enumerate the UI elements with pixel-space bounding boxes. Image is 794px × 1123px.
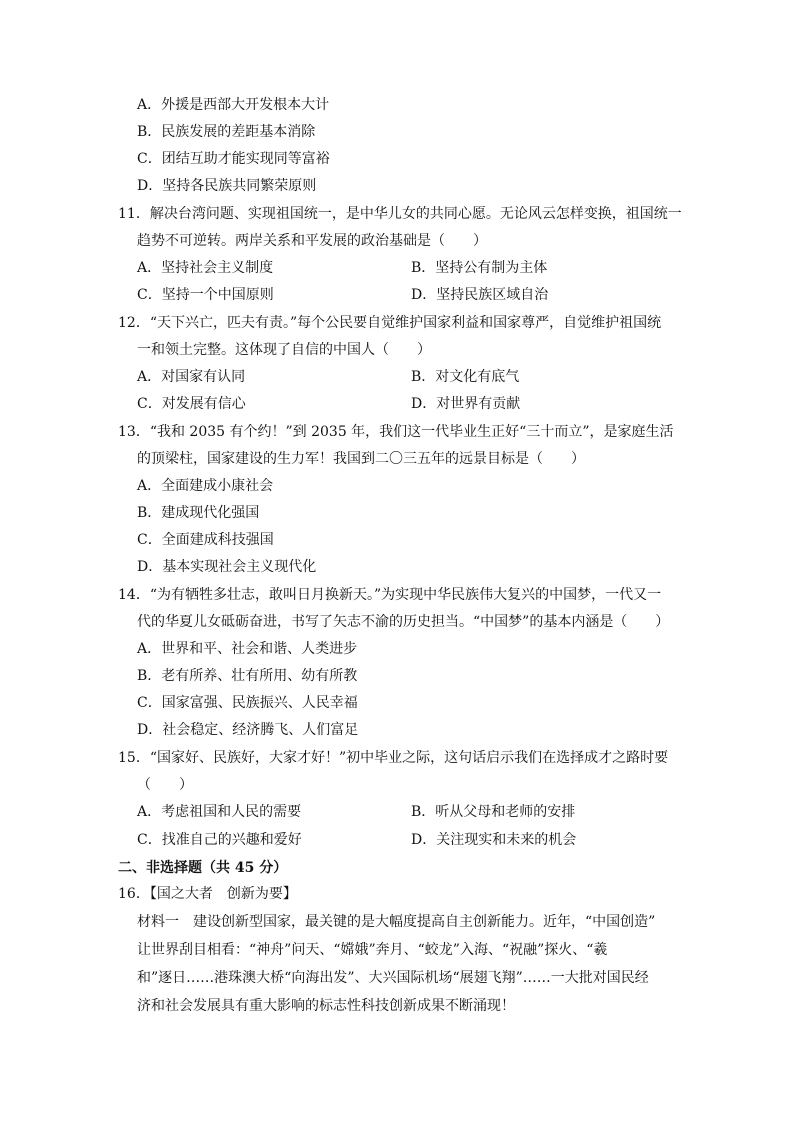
q15-option-d: D．关注现实和未来的机会 [411, 832, 577, 848]
q11-option-d: D．坚持民族区域自治 [411, 287, 549, 303]
q13-stem-line-1: 13．“我和 2035 有个约！”到 2035 年，我们这一代毕业生正好“三十而立”，是家庭生活 [118, 424, 674, 440]
q13-option-b: B．建成现代化强国 [137, 505, 260, 521]
q11-stem-line-2: 趋势不可逆转。两岸关系和平发展的政治基础是（ ） [137, 233, 487, 249]
q10-option-b: B．民族发展的差距基本消除 [137, 124, 316, 140]
q10-option-d: D．坚持各民族共同繁荣原则 [137, 178, 317, 194]
q15-stem-line-2: （ ） [137, 777, 193, 793]
q15-option-a: A．考虑祖国和人民的需要 [137, 804, 302, 820]
q14-option-a: A．世界和平、社会和谐、人类进步 [137, 641, 358, 657]
q15-stem-line-1: 15．“国家好、民族好，大家才好！”初中毕业之际，这句话启示我们在选择成才之路时要 [118, 750, 669, 766]
q12-option-a: A．对国家有认同 [137, 369, 246, 385]
q12-stem-line-2: 一和领土完整。这体现了自信的中国人（ ） [137, 342, 431, 358]
q14-stem-line-2: 代的华夏儿女砥砺奋进，书写了矢志不渝的历史担当。“中国梦”的基本内涵是（ ） [137, 614, 670, 630]
q12-option-c: C．对发展有信心 [137, 396, 246, 412]
q13-option-d: D．基本实现社会主义现代化 [137, 559, 317, 575]
q10-option-c: C．团结互助才能实现同等富裕 [137, 151, 330, 167]
q11-stem-line-1: 11．解决台湾问题、实现祖国统一，是中华儿女的共同心愿。无论风云怎样变换，祖国统一 [118, 206, 682, 222]
q11-option-b: B．坚持公有制为主体 [411, 260, 548, 276]
q14-option-c: C．国家富强、民族振兴、人民幸福 [137, 695, 358, 711]
q16-material-line-4: 济和社会发展具有重大影响的标志性科技创新成果不断涌现！ [137, 998, 515, 1014]
q12-option-b: B．对文化有底气 [411, 369, 520, 385]
q13-option-a: A．全面建成小康社会 [137, 478, 274, 494]
q15-option-c: C．找准自己的兴趣和爱好 [137, 832, 302, 848]
q14-option-b: B．老有所养、壮有所用、幼有所教 [137, 668, 358, 684]
q13-option-c: C．全面建成科技强国 [137, 532, 274, 548]
q12-stem-line-1: 12．“天下兴亡，匹夫有责。”每个公民要自觉维护国家利益和国家尊严，自觉维护祖国统 [118, 315, 662, 331]
q14-stem-line-1: 14．“为有牺牲多壮志，敢叫日月换新天。”为实现中华民族伟大复兴的中国梦，一代又一 [118, 587, 662, 603]
q16-material-line-2: 让世界刮目相看：“神舟”问天、“嫦娥”奔月、“蛟龙”入海、“祝融”探火、“羲 [137, 942, 608, 958]
q16-title: 16．【国之大者 创新为要】 [118, 886, 297, 902]
q12-option-d: D．对世界有贡献 [411, 396, 521, 412]
q16-material-line-1: 材料一 建设创新型国家，最关键的是大幅度提高自主创新能力。近年，“中国创造” [137, 914, 656, 930]
q13-stem-line-2: 的顶梁柱，国家建设的生力军！我国到二〇三五年的远景目标是（ ） [137, 451, 585, 467]
q10-option-a: A．外援是西部大开发根本大计 [137, 97, 330, 113]
section-heading: 二、非选择题（共 45 分） [118, 860, 288, 876]
q11-option-a: A．坚持社会主义制度 [137, 260, 274, 276]
q14-option-d: D．社会稳定、经济腾飞、人们富足 [137, 722, 359, 738]
q16-material-line-3: 和”逐日……港珠澳大桥“向海出发”、大兴国际机场“展翅飞翔”……一大批对国民经 [137, 970, 649, 986]
q11-option-c: C．坚持一个中国原则 [137, 287, 274, 303]
q15-option-b: B．听从父母和老师的安排 [411, 804, 576, 820]
